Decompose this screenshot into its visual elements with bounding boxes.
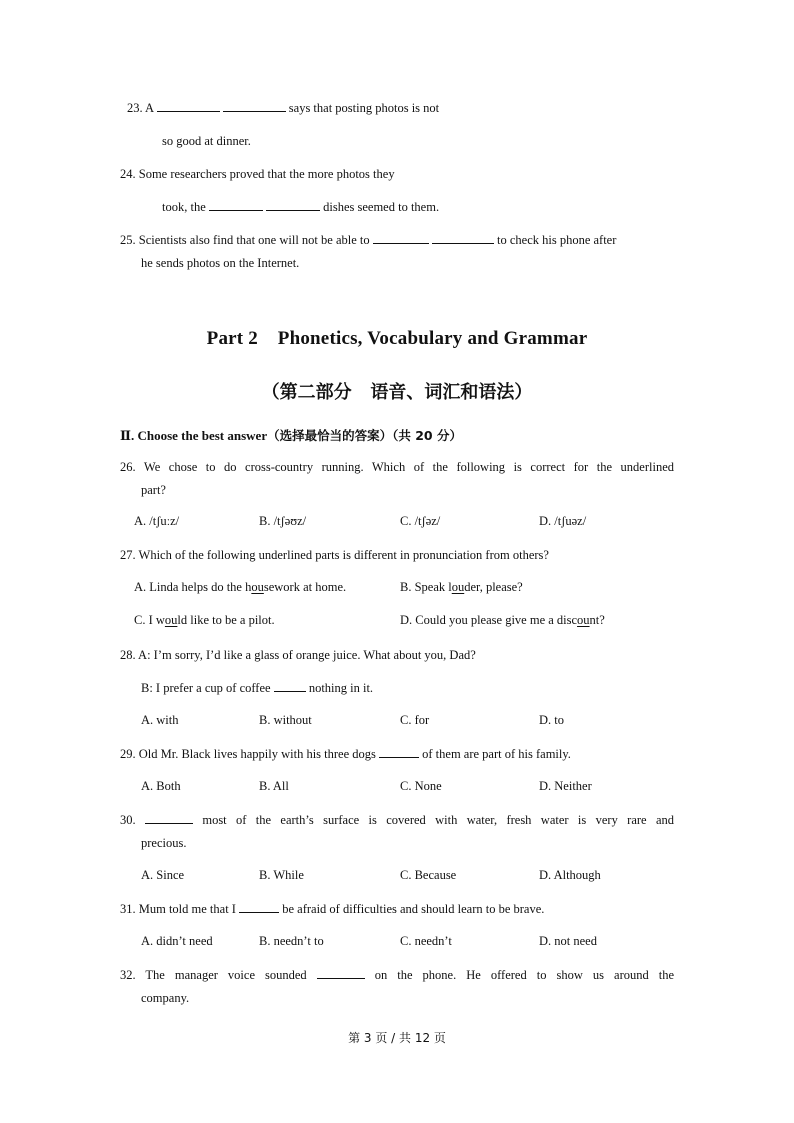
section-heading (120, 426, 462, 444)
option-c[interactable]: C. for (400, 713, 430, 727)
q30-line2: precious. (141, 836, 187, 850)
option-d[interactable]: D. Although (539, 868, 601, 882)
option-text: C. I w (134, 613, 165, 627)
answer-blank[interactable] (209, 199, 263, 211)
answer-blank[interactable] (239, 901, 279, 913)
option-d[interactable]: D. /tʃuəz/ (539, 514, 587, 528)
option-text: A. Linda helps do the h (134, 580, 252, 594)
option-a[interactable]: A. /tʃuːz/ (134, 514, 180, 528)
option-c[interactable]: C. /tʃəz/ (400, 514, 441, 528)
q23-line2: so good at dinner. (162, 134, 251, 148)
option-b[interactable] (400, 580, 523, 595)
option-a[interactable] (134, 580, 346, 595)
question-30 (120, 812, 674, 828)
question-31 (120, 901, 544, 917)
q26-line2: part? (141, 483, 166, 497)
option-b[interactable]: B. While (259, 868, 304, 882)
q30-text: most of the earth’s surface is covered with water, fresh water is very rare and (202, 813, 674, 827)
answer-blank[interactable] (373, 232, 429, 244)
answer-blank[interactable] (145, 812, 193, 824)
answer-blank[interactable] (223, 100, 286, 112)
q25-line2: he sends photos on the Internet. (141, 256, 300, 270)
option-d[interactable]: D. to (539, 713, 564, 727)
question-29 (120, 746, 571, 762)
q23-number: 23. A (127, 101, 154, 115)
option-d[interactable] (400, 613, 605, 628)
q32-line2: company. (141, 991, 190, 1005)
option-text: D. Could you please give me a disc (400, 613, 578, 627)
answer-blank[interactable] (317, 967, 365, 979)
q25-post: to check his phone after (497, 233, 617, 247)
q32-post: on the phone. He offered to show us around the (374, 968, 675, 982)
option-d[interactable]: D. Neither (539, 779, 592, 793)
question-25 (120, 232, 616, 248)
section-label: Ⅱ. Choose the best answer (120, 428, 268, 443)
part-title: Part 2 Phonetics, Vocabulary and Grammar (206, 328, 588, 349)
option-c[interactable] (134, 613, 275, 628)
option-a[interactable]: A. Since (141, 868, 185, 882)
answer-blank[interactable] (432, 232, 494, 244)
option-text: der, please? (464, 580, 523, 594)
q28-post: nothing in it. (308, 681, 374, 695)
page-footer: 第 3 页 / 共 12 页 (348, 1031, 446, 1045)
option-b[interactable]: B. without (259, 713, 312, 727)
option-text: B. Speak l (400, 580, 452, 594)
option-text: ld like to be a pilot. (177, 613, 275, 627)
question-24: 24. Some researchers proved that the more photos they (120, 167, 395, 181)
q24-pre: took, the (162, 200, 206, 214)
q24-line2 (162, 199, 439, 215)
q28-pre: B: I prefer a cup of coffee (141, 681, 271, 695)
q31-post: be afraid of difficulties and should learn to be brave. (282, 902, 545, 916)
answer-blank[interactable] (157, 100, 220, 112)
section-label-chinese: （选择最恰当的答案）（共 20 分） (267, 428, 462, 443)
q32-pre: 32. The manager voice sounded (120, 968, 307, 982)
question-23 (127, 100, 439, 116)
q29-post: of them are part of his family. (422, 747, 571, 761)
q30-number: 30. (120, 813, 136, 827)
option-a[interactable]: A. with (141, 713, 179, 727)
underlined-part: ou (577, 613, 590, 627)
question-26: 26. We chose to do cross-country running. Which of the following is correct for the underlined (120, 460, 674, 474)
option-b[interactable]: B. All (259, 779, 289, 793)
option-a[interactable]: A. didn’t need (141, 934, 213, 948)
part-title-chinese: （第二部分 语音、词汇和语法） (261, 382, 533, 403)
question-27: 27. Which of the following underlined parts is different in pronunciation from others? (120, 548, 549, 562)
q24-post: dishes seemed to them. (323, 200, 440, 214)
option-text: nt? (589, 613, 605, 627)
option-c[interactable]: C. Because (400, 868, 457, 882)
q28-line2 (141, 680, 373, 696)
question-32 (120, 967, 674, 983)
q25-pre: 25. Scientists also find that one will not be able to (120, 233, 370, 247)
option-a[interactable]: A. Both (141, 779, 181, 793)
option-text: sework at home. (263, 580, 347, 594)
answer-blank[interactable] (379, 746, 419, 758)
question-28: 28. A: I’m sorry, I’d like a glass of orange juice. What about you, Dad? (120, 648, 476, 662)
answer-blank[interactable] (266, 199, 320, 211)
q31-pre: 31. Mum told me that I (120, 902, 236, 916)
option-c[interactable]: C. None (400, 779, 442, 793)
underlined-part: ou (164, 613, 178, 627)
option-b[interactable]: B. needn’t to (259, 934, 324, 948)
option-d[interactable]: D. not need (539, 934, 597, 948)
option-b[interactable]: B. /tʃəʊz/ (259, 514, 307, 528)
underlined-part: ou (451, 580, 465, 594)
q23-text: says that posting photos is not (288, 101, 440, 115)
q29-pre: 29. Old Mr. Black lives happily with his three dogs (120, 747, 376, 761)
answer-blank[interactable] (274, 680, 306, 692)
option-c[interactable]: C. needn’t (400, 934, 452, 948)
underlined-part: ou (251, 580, 264, 594)
